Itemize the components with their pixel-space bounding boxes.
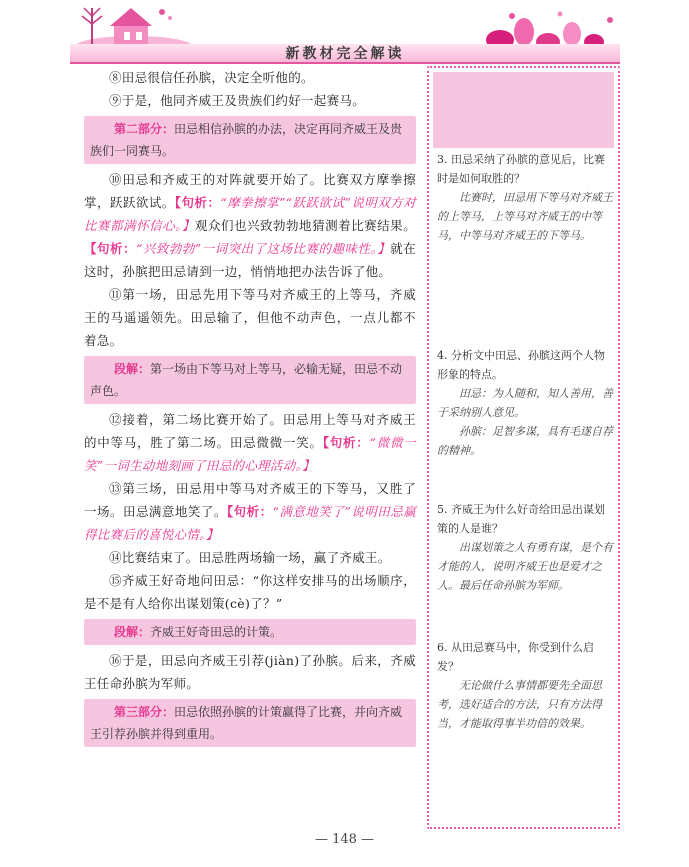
paragraph-12: ⑫接着，第二场比赛开始了。田忌用上等马对齐威王的中等马，胜了第二场。田忌微微一笑。【句析：“微微一笑”一词生动地刻画了田忌的心理活动。】 xyxy=(84,412,417,473)
answer-5: 出谋划策之人有勇有谋，是个有才能的人，说明齐威王也是爱才之人。最后任命孙膑为军师。 xyxy=(437,541,613,592)
segment-1-summary-box xyxy=(84,356,416,404)
sentence-note-3: 【句析：“微微一笑”一词生动地刻画了田忌的心理活动。】 xyxy=(84,435,417,473)
paragraph-10-b: 观众们也兴致勃勃地猜测着比赛结果。 xyxy=(194,218,417,233)
book-title: 新教材完全解读 xyxy=(285,46,405,62)
question-4-text: 4. 分析文中田忌、孙膑这两个人物形象的特点。 xyxy=(437,349,605,381)
answer-6: 无论做什么事情都要先全面思考，选好适合的方法，只有方法得当，才能取得事半功倍的效果。 xyxy=(437,679,602,730)
segment-1-label: 段解： xyxy=(114,362,151,376)
question-6-text: 6. 从田忌赛马中，你受到什么启发？ xyxy=(437,641,594,673)
segment-2-label: 段解： xyxy=(114,625,151,639)
part-3-summary-box xyxy=(84,699,416,747)
part-3-label: 第三部分： xyxy=(114,705,175,719)
page-number: — 148 — xyxy=(314,832,375,847)
sentence-note-1: 【句析：“摩拳擦掌”“跃跃欲试”说明双方对比赛都满怀信心。】 xyxy=(84,195,416,233)
paragraph-10 xyxy=(84,168,416,283)
segment-2-summary-box xyxy=(84,619,416,645)
paragraph-8: ⑧田忌很信任孙膑，决定全听他的。 xyxy=(109,70,314,85)
paragraph-13: ⑬第三场，田忌用中等马对齐威王的下等马，又胜了一场。田忌满意地笑了。【句析：“满意地笑了”说明田忌赢得比赛后的喜悦心情。】 xyxy=(84,481,416,542)
side-top-band xyxy=(433,72,614,148)
paragraph-11: ⑪第一场，田忌先用下等马对齐威王的上等马，齐威王的马遥遥领先。田忌输了，但他不动声色，一点儿都不着急。 xyxy=(84,287,416,348)
question-6 xyxy=(437,638,614,733)
answer-3: 比赛时，田忌用下等马对齐威王的上等马，上等马对齐威王的中等马，中等马对齐威王的下等马。 xyxy=(437,191,613,242)
part-2-text: 田忌相信孙膑的办法，决定再同齐威王及贵族们一同赛马。 xyxy=(90,122,403,158)
paragraph-16: ⑯于是，田忌向齐威王引荐(jiàn)了孙膑。后来，齐威王任命孙膑为军师。 xyxy=(84,653,416,691)
question-3 xyxy=(437,150,614,245)
paragraph-9: ⑨于是，他同齐威王及贵族们约好一起赛马。 xyxy=(109,93,366,108)
part-2-label: 第二部分： xyxy=(114,122,175,136)
paragraph-10-a: ⑩田忌和齐威王的对阵就要开始了。比赛双方摩拳擦掌，跃跃欲试。 xyxy=(84,172,416,210)
question-5 xyxy=(437,500,614,595)
paragraph-14: ⑭比赛结束了。田忌胜两场输一场，赢了齐威王。 xyxy=(109,550,391,565)
segment-1-text: 第一场由下等马对上等马，必输无疑，田忌不动声色。 xyxy=(90,362,403,398)
answer-4-sunbin: 孙膑：足智多谋，具有毛遂自荐的精神。 xyxy=(437,425,613,457)
sentence-note-4: 【句析：“满意地笑了”说明田忌赢得比赛后的喜悦心情。】 xyxy=(84,504,416,542)
sentence-note-2: 【句析：“兴致勃勃”一词突出了这场比赛的趣味性。】 xyxy=(84,241,391,256)
paragraph-15: ⑮齐威王好奇地问田忌：“你这样安排马的出场顺序，是不是有人给你出谋划策(cè)了？” xyxy=(84,573,416,611)
side-question-panel xyxy=(427,66,620,829)
page-header xyxy=(70,0,620,64)
paragraph-10-c: 就在这时，孙膑把田忌请到一边，悄悄地把办法告诉了他。 xyxy=(84,241,416,279)
segment-2-text: 齐威王好奇田忌的计策。 xyxy=(150,625,283,639)
question-4 xyxy=(437,346,614,460)
part-2-summary-box xyxy=(84,116,416,164)
question-3-text: 3. 田忌采纳了孙膑的意见后，比赛时是如何取胜的？ xyxy=(437,153,605,185)
question-5-text: 5. 齐威王为什么好奇给田忌出谋划策的人是谁？ xyxy=(437,503,605,535)
answer-4-tianji: 田忌：为人随和，知人善用，善于采纳别人意见。 xyxy=(437,387,613,419)
main-text-column xyxy=(84,66,416,751)
part-3-text: 田忌依照孙膑的计策赢得了比赛，并向齐威王引荐孙膑并得到重用。 xyxy=(90,705,403,741)
